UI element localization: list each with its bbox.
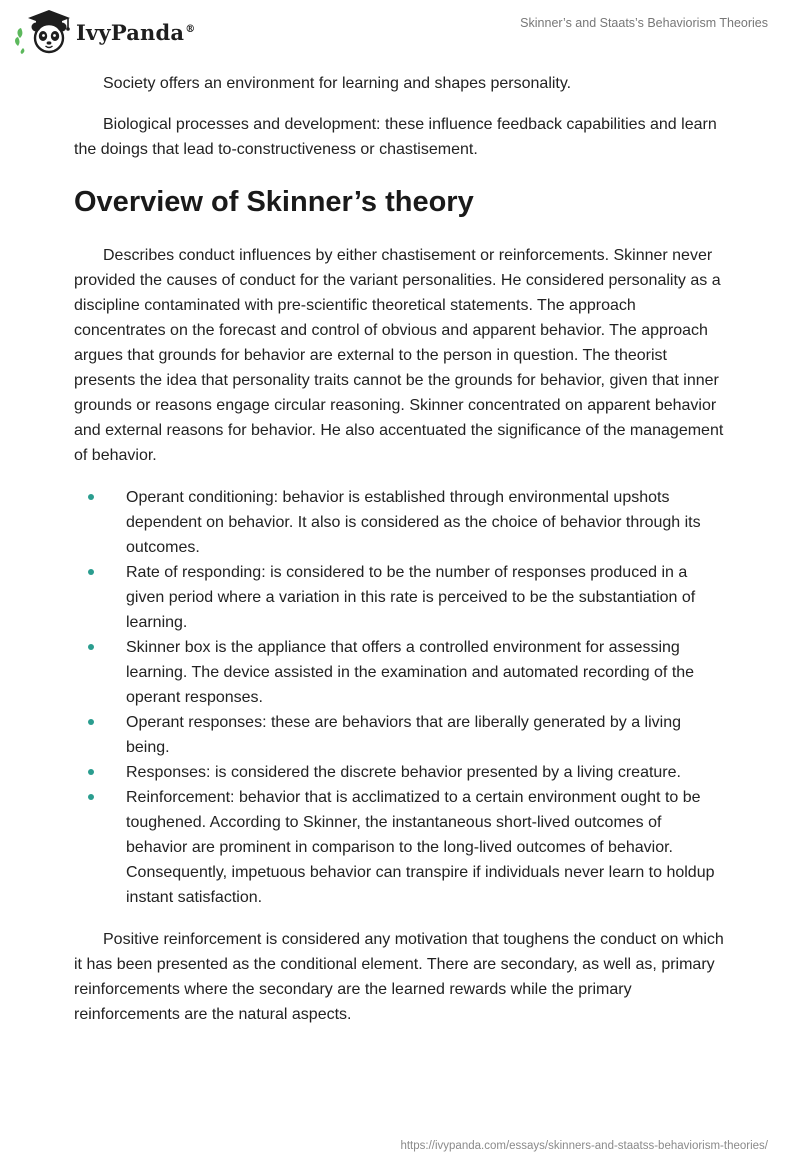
page-header (0, 0, 800, 64)
bullet-icon (88, 644, 94, 650)
panda-graduate-icon (14, 8, 74, 54)
list-item-text: Rate of responding: is considered to be the number of responses produced in a given period where a variation in this rate is perceived to be the substantiation of learning. (126, 564, 696, 631)
list-item-text: Reinforcement: behavior that is acclimatized to a certain environment ought to be toughened. According to Skinner, the instantaneous short-lived outcomes of behavior are prominent in comparison to the long-lived outcomes of behavior. Consequently, impetuous behavior can transpire if individuals never learn to holdup instant satisfaction. (126, 789, 715, 906)
list-item-text: Operant conditioning: behavior is established through environmental upshots dependent on behavior. It also is considered as the choice of behavior through its outcomes. (126, 489, 701, 556)
registered-mark: ® (185, 23, 196, 35)
bullet-icon (88, 719, 94, 725)
list-item-text: Operant responses: these are behaviors that are liberally generated by a living being. (126, 714, 681, 756)
source-url-link[interactable]: https://ivypanda.com/essays/skinners-and-staatss-behaviorism-theories/ (400, 1140, 768, 1152)
intro-paragraph: Society offers an environment for learning and shapes personality. (103, 75, 572, 92)
list-item (74, 560, 726, 635)
bullet-icon (88, 794, 94, 800)
bullet-icon (88, 569, 94, 575)
list-item-text: Responses: is considered the discrete behavior presented by a living creature. (126, 764, 681, 781)
list-item-text: Skinner box is the appliance that offers a controlled environment for assessing learning. The device assisted in the examination and automated recording of the operant responses. (126, 639, 695, 706)
closing-paragraph: Positive reinforcement is considered any motivation that toughens the conduct on which it has been presented as the conditional element. There are secondary, as well as, primary reinforcements where the secondary are the learned rewards while the primary reinforcements are the natural aspects. (74, 931, 724, 1023)
bullet-icon (88, 769, 94, 775)
list-item (74, 785, 726, 910)
concept-list (74, 485, 726, 910)
list-item (74, 760, 726, 785)
logo-text: IvyPanda® (76, 19, 196, 45)
bullet-icon (88, 494, 94, 500)
list-item (74, 635, 726, 710)
section-heading: Overview of Skinner’s theory (74, 186, 474, 218)
list-item (74, 485, 726, 560)
document-title: Skinner’s and Staats’s Behaviorism Theories (520, 16, 768, 30)
intro-paragraph: Biological processes and development: these influence feedback capabilities and learn the doings that lead to-constructiveness or chastisement. (74, 116, 717, 158)
list-item (74, 710, 726, 760)
overview-paragraph: Describes conduct influences by either chastisement or reinforcements. Skinner never provided the causes of conduct for the variant personalities. He considered personality as a discipline contaminated with pre-scientific theoretical statements. The approach concentrates on the forecast and control of obvious and apparent behavior. The approach argues that grounds for behavior are external to the person in question. The theorist presents the idea that personality traits cannot be the grounds for behavior, given that inner grounds or reasons engage circular reasoning. Skinner concentrated on apparent behavior and external reasons for behavior. He also accentuated the significance of the management of behavior. (74, 247, 724, 464)
essay-content (74, 71, 726, 1027)
ivypanda-logo[interactable] (14, 8, 195, 54)
